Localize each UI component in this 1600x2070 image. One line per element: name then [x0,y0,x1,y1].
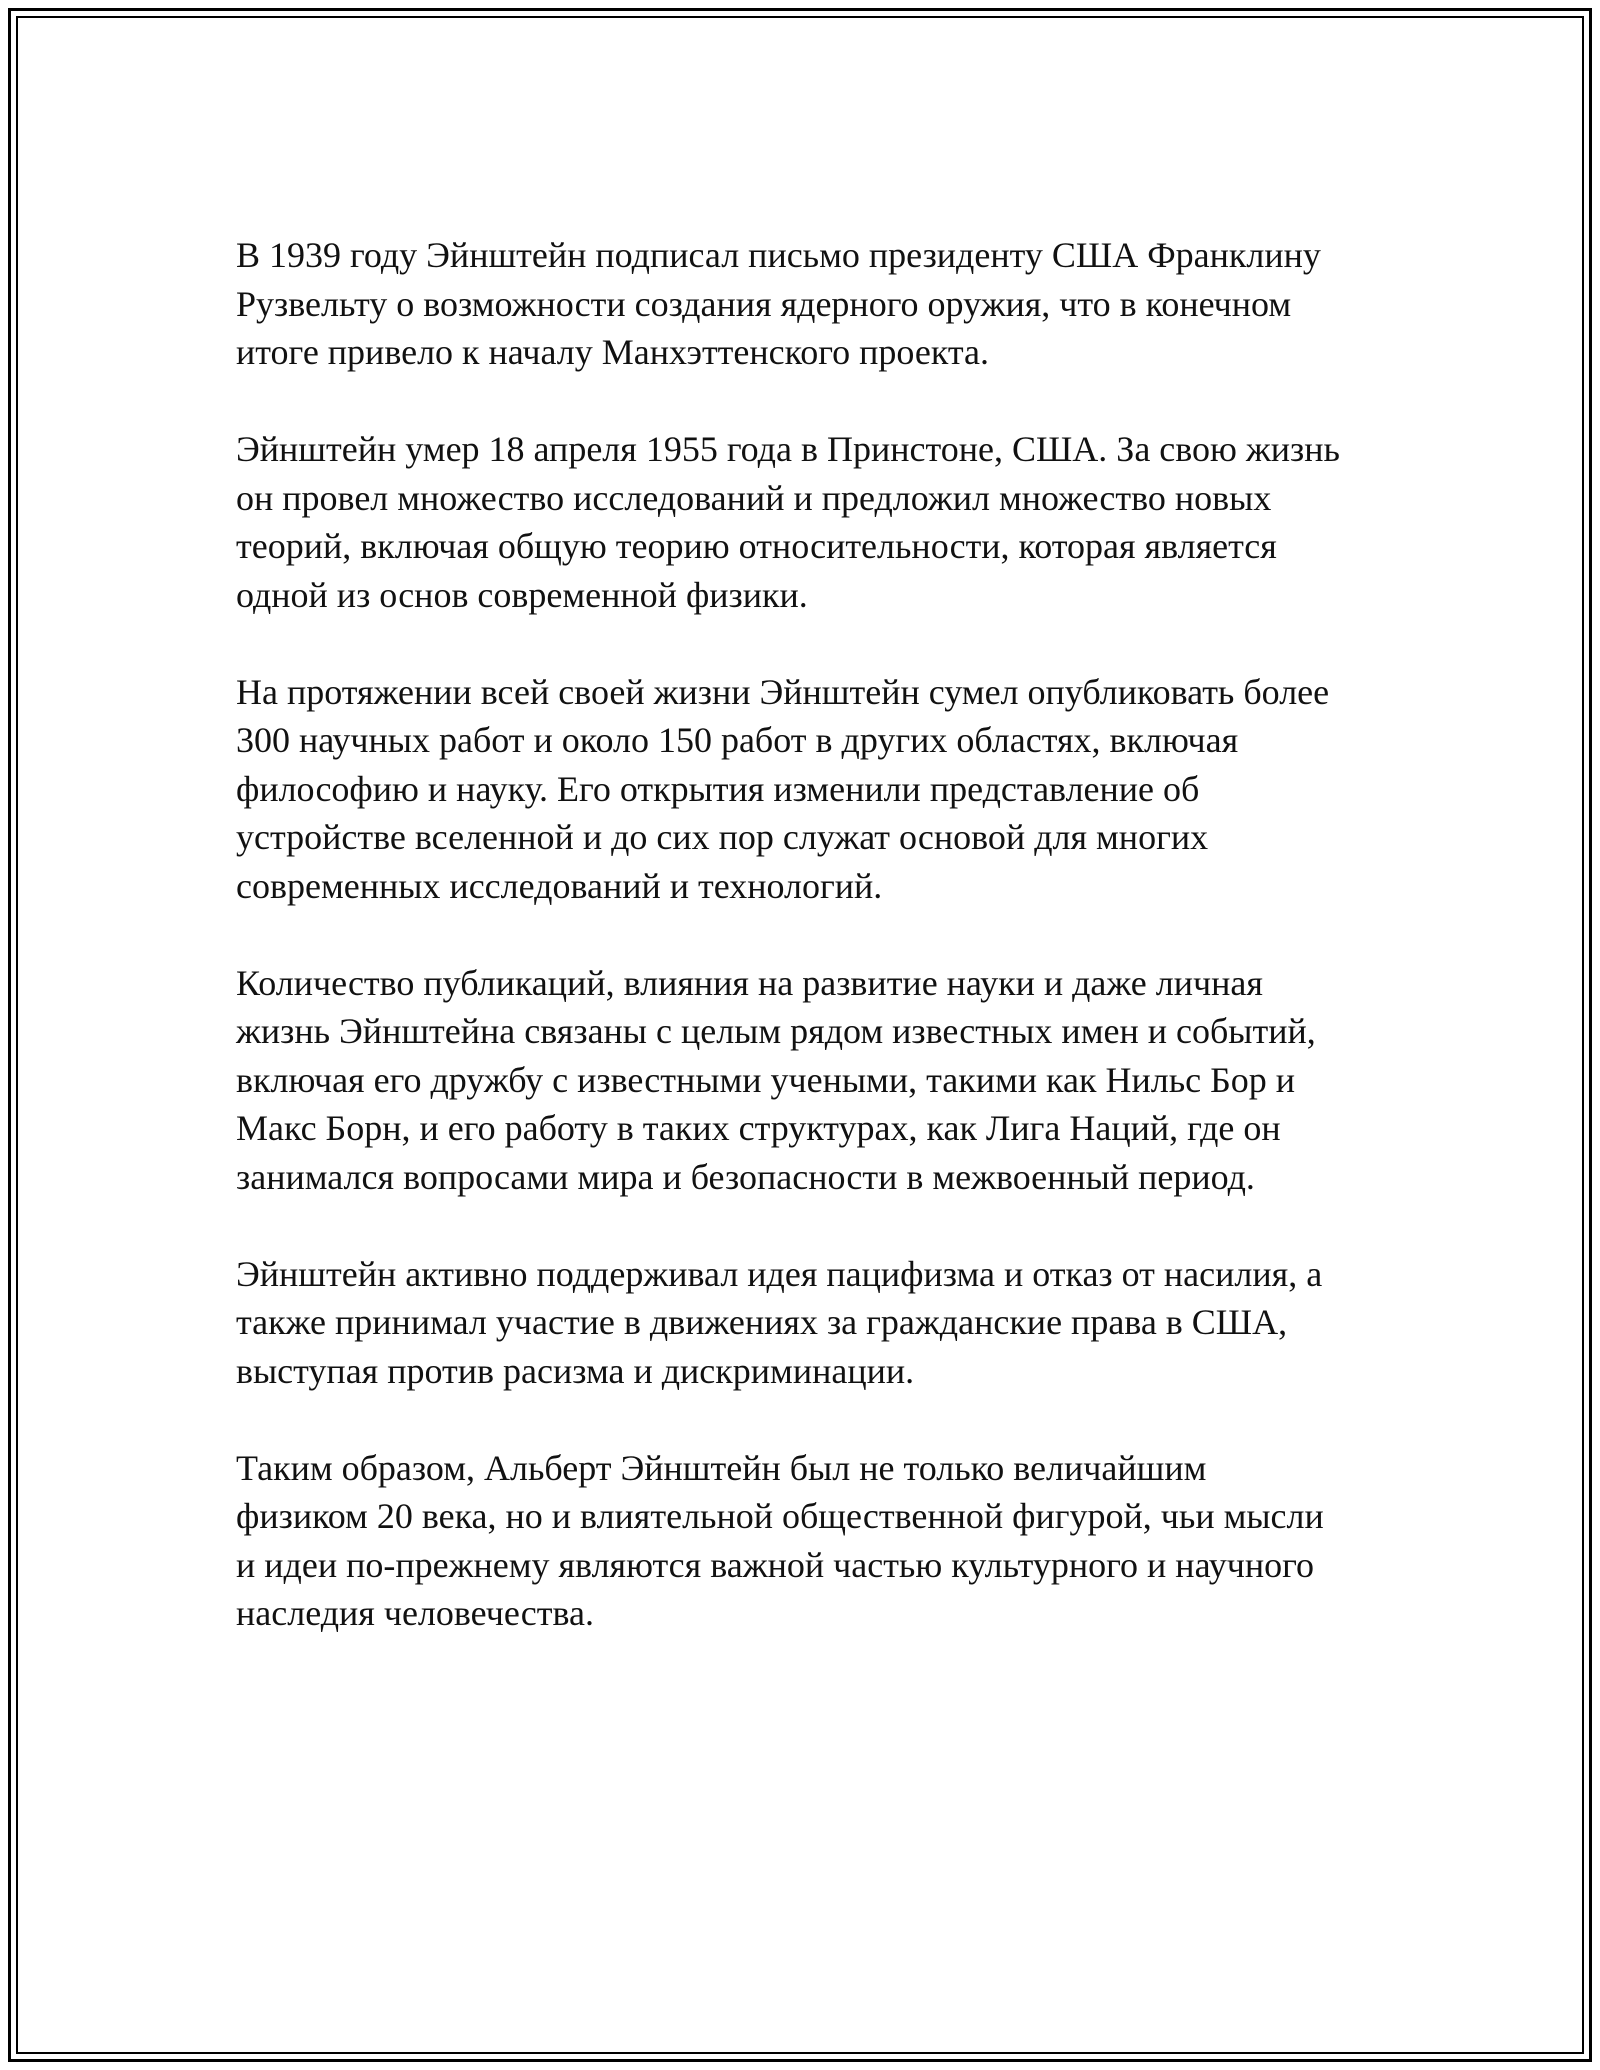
text-line: и идеи по-прежнему являются важной частью культурного и научного [236,1544,1314,1585]
text-line: Макс Борн, и его работу в таких структурах, как Лига Наций, где он [236,1108,1281,1148]
text-line: теорий, включая общую теорию относительности, которая является [236,526,1277,566]
text-line: жизнь Эйнштейна связаны с целым рядом известных имен и событий, [236,1011,1316,1051]
paragraph-conclusion [236,1444,1406,1638]
text-line: Эйнштейн активно поддерживал идея пацифизма и отказ от насилия, а [236,1253,1323,1294]
text-line: включая его дружбу с известными учеными, такими как Нильс Бор и [236,1059,1296,1100]
text-line: 300 научных работ и около 150 работ в других областях, включая [236,720,1239,760]
text-line: наследия человечества. [236,1593,594,1633]
text-line: Эйнштейн умер 18 апреля 1955 года в Принстоне, США. За свою жизнь [236,429,1340,469]
text-line: также принимал участие в движениях за гражданские права в США, [236,1302,1288,1342]
paragraph-pacifism [236,1250,1406,1396]
text-line: Количество публикаций, влияния на развитие науки и даже личная [236,962,1263,1003]
text-line: он провел множество исследований и предложил множество новых [236,477,1272,518]
paragraph-influence [236,959,1406,1202]
text-line: современных исследований и технологий. [236,865,883,906]
text-line: итоге привело к началу Манхэттенского проекта. [236,332,990,372]
paragraph-death [236,425,1406,619]
text-line: устройстве вселенной и до сих пор служат основой для многих [236,817,1209,857]
text-line: занимался вопросами мира и безопасности в межвоенный период. [236,1156,1255,1197]
text-line: выступая против расизма и дискриминации. [236,1350,915,1391]
paragraph-publications [236,668,1406,911]
paragraph-1939-letter [236,231,1406,377]
text-line: физиком 20 века, но и влиятельной общественной фигурой, чьи мысли [236,1496,1324,1536]
text-line: На протяжении всей своей жизни Эйнштейн сумел опубликовать более [236,671,1330,712]
text-line: Таким образом, Альберт Эйнштейн был не только величайшим [236,1447,1207,1488]
text-line: Рузвельту о возможности создания ядерного оружия, что в конечном [236,283,1292,324]
text-line: В 1939 году Эйнштейн подписал письмо президенту США Франклину [236,235,1321,275]
text-line: философию и науку. Его открытия изменили представление об [236,768,1200,809]
text-line: одной из основ современной физики. [236,574,808,615]
document-body [236,231,1406,1686]
